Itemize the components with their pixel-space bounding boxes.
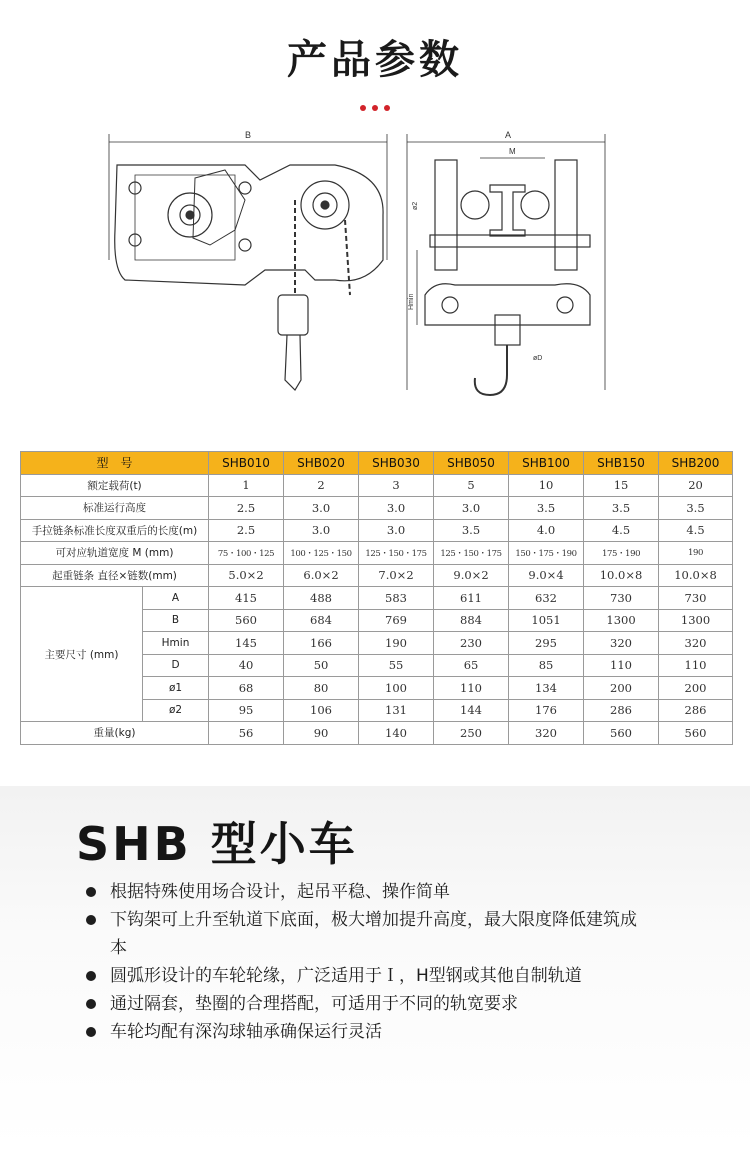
model-header-cell: SHB100 (509, 452, 584, 475)
table-cell: 4.0 (509, 519, 584, 542)
dim-label: Hmin (143, 632, 209, 655)
table-cell: 3.0 (284, 497, 359, 520)
table-cell: 110 (434, 677, 509, 700)
row-label: 可对应轨道宽度 M (mm) (21, 542, 209, 565)
table-cell: 6.0×2 (284, 564, 359, 587)
table-cell: 1 (209, 474, 284, 497)
list-item (84, 1018, 644, 1046)
table-row (21, 474, 733, 497)
list-item (84, 906, 644, 962)
table-cell: 10 (509, 474, 584, 497)
table-cell: 9.0×2 (434, 564, 509, 587)
table-cell: 3.0 (359, 519, 434, 542)
table-cell: 144 (434, 699, 509, 722)
dim-label-b: B (245, 130, 252, 140)
table-cell: 40 (209, 654, 284, 677)
table-cell: 3.0 (284, 519, 359, 542)
table-cell: 100・125・150 (284, 542, 359, 565)
table-cell: 110 (584, 654, 659, 677)
table-cell: 730 (659, 587, 733, 610)
bullet-icon (86, 999, 96, 1009)
model-header-cell: SHB200 (659, 452, 733, 475)
red-dot-icon (384, 105, 390, 111)
table-cell: 250 (434, 722, 509, 745)
table-cell: 560 (209, 609, 284, 632)
table-cell: 230 (434, 632, 509, 655)
table-cell: 3.0 (434, 497, 509, 520)
feature-list (84, 878, 644, 1046)
table-cell: 2 (284, 474, 359, 497)
table-cell: 3.5 (509, 497, 584, 520)
bullet-icon (86, 887, 96, 897)
list-item (84, 878, 644, 906)
row-label: 重量(kg) (21, 722, 209, 745)
table-cell: 884 (434, 609, 509, 632)
table-cell: 175・190 (584, 542, 659, 565)
row-label: 起重链条 直径×链数(mm) (21, 564, 209, 587)
model-header-cell: SHB150 (584, 452, 659, 475)
table-cell: 10.0×8 (659, 564, 733, 587)
table-row (21, 722, 733, 745)
table-cell: 80 (284, 677, 359, 700)
table-cell: 1051 (509, 609, 584, 632)
dim-label: A (143, 587, 209, 610)
feature-text: 车轮均配有深沟球轴承确保运行灵活 (110, 1022, 382, 1042)
table-cell: 583 (359, 587, 434, 610)
table-cell: 125・150・175 (359, 542, 434, 565)
table-cell: 55 (359, 654, 434, 677)
model-header-cell: SHB030 (359, 452, 434, 475)
table-cell: 131 (359, 699, 434, 722)
table-cell: 286 (659, 699, 733, 722)
table-cell: 286 (584, 699, 659, 722)
table-cell: 134 (509, 677, 584, 700)
feature-text: 圆弧形设计的车轮轮缘，广泛适用于Ｉ，H型钢或其他自制轨道 (110, 966, 582, 986)
row-label: 手拉链条标准长度双重后的长度(m) (21, 519, 209, 542)
table-cell: 65 (434, 654, 509, 677)
table-row (21, 542, 733, 565)
feature-text: 通过隔套，垫圈的合理搭配，可适用于不同的轨宽要求 (110, 994, 518, 1014)
table-cell: 4.5 (584, 519, 659, 542)
table-cell: 166 (284, 632, 359, 655)
table-cell: 190 (359, 632, 434, 655)
table-cell: 1300 (659, 609, 733, 632)
table-cell: 68 (209, 677, 284, 700)
table-cell: 3 (359, 474, 434, 497)
table-cell: 2.5 (209, 519, 284, 542)
model-header-cell: SHB020 (284, 452, 359, 475)
table-cell: 140 (359, 722, 434, 745)
table-cell: 95 (209, 699, 284, 722)
technical-drawing (95, 120, 635, 420)
table-cell: 85 (509, 654, 584, 677)
table-row (21, 519, 733, 542)
table-cell: 176 (509, 699, 584, 722)
dim-label-hmin: Hmin (408, 293, 415, 310)
red-dot-icon (372, 105, 378, 111)
table-cell: 5 (434, 474, 509, 497)
table-cell: 320 (584, 632, 659, 655)
bullet-icon (86, 915, 96, 925)
table-cell: 2.5 (209, 497, 284, 520)
dim-label: ø2 (143, 699, 209, 722)
table-cell: 15 (584, 474, 659, 497)
table-cell: 4.5 (659, 519, 733, 542)
dim-label-d: øD (533, 355, 543, 362)
table-cell: 56 (209, 722, 284, 745)
dim-label-m: M (509, 147, 516, 156)
dim-label-phi2: ø2 (412, 201, 419, 210)
model-header-cell: SHB010 (209, 452, 284, 475)
table-cell: 100 (359, 677, 434, 700)
table-row (21, 564, 733, 587)
section-title: SHB 型小车 (76, 817, 358, 871)
table-cell: 769 (359, 609, 434, 632)
table-row (21, 497, 733, 520)
table-cell: 190 (659, 542, 733, 565)
table-cell: 125・150・175 (434, 542, 509, 565)
page-title: 产品参数 (287, 37, 463, 83)
table-cell: 560 (584, 722, 659, 745)
list-item (84, 962, 644, 990)
table-cell: 3.5 (434, 519, 509, 542)
table-cell: 10.0×8 (584, 564, 659, 587)
model-header: 型 号 (21, 452, 209, 475)
bullet-icon (86, 1027, 96, 1037)
table-cell: 295 (509, 632, 584, 655)
model-header-cell: SHB050 (434, 452, 509, 475)
row-label: 标准运行高度 (21, 497, 209, 520)
table-cell: 50 (284, 654, 359, 677)
table-cell: 560 (659, 722, 733, 745)
feature-text: 下钩架可上升至轨道下底面，极大增加提升高度，最大限度降低建筑成本 (110, 910, 637, 958)
table-cell: 632 (509, 587, 584, 610)
title-decoration (0, 96, 750, 115)
table-header-row (21, 452, 733, 475)
row-label: 额定载荷(t) (21, 474, 209, 497)
table-cell: 320 (659, 632, 733, 655)
dim-label: D (143, 654, 209, 677)
table-cell: 110 (659, 654, 733, 677)
bullet-icon (86, 971, 96, 981)
dim-label: ø1 (143, 677, 209, 700)
spec-table (20, 451, 733, 745)
dims-group-label: 主要尺寸 (mm) (21, 587, 143, 722)
dim-label-a: A (505, 130, 512, 140)
table-cell: 3.5 (659, 497, 733, 520)
table-cell: 106 (284, 699, 359, 722)
table-cell: 3.5 (584, 497, 659, 520)
table-cell: 20 (659, 474, 733, 497)
table-cell: 1300 (584, 609, 659, 632)
table-cell: 3.0 (359, 497, 434, 520)
table-cell: 200 (584, 677, 659, 700)
table-cell: 730 (584, 587, 659, 610)
dim-label: B (143, 609, 209, 632)
table-cell: 200 (659, 677, 733, 700)
table-cell: 9.0×4 (509, 564, 584, 587)
table-cell: 5.0×2 (209, 564, 284, 587)
feature-text: 根据特殊使用场合设计，起吊平稳、操作简单 (110, 882, 450, 902)
red-dot-icon (360, 105, 366, 111)
table-cell: 75・100・125 (209, 542, 284, 565)
table-cell: 90 (284, 722, 359, 745)
table-cell: 611 (434, 587, 509, 610)
table-cell: 145 (209, 632, 284, 655)
table-cell: 488 (284, 587, 359, 610)
table-cell: 684 (284, 609, 359, 632)
table-cell: 415 (209, 587, 284, 610)
table-cell: 320 (509, 722, 584, 745)
table-cell: 7.0×2 (359, 564, 434, 587)
table-cell: 150・175・190 (509, 542, 584, 565)
table-row (21, 587, 733, 610)
list-item (84, 990, 644, 1018)
